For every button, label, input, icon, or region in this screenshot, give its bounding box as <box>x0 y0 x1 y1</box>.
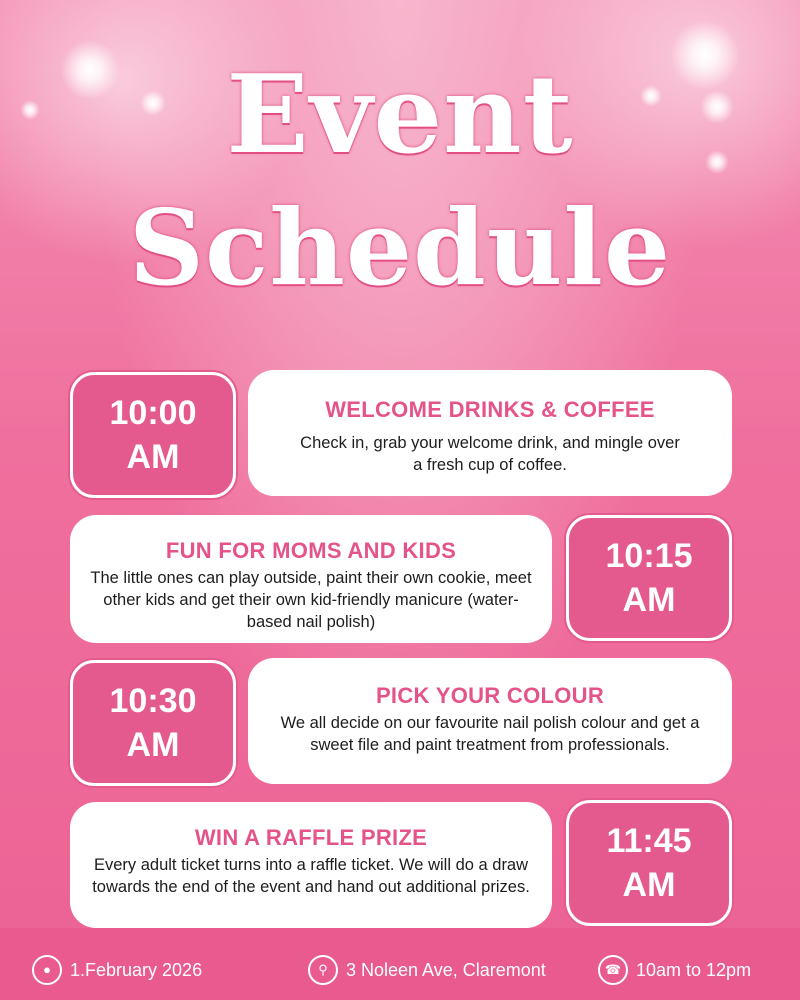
footer-hours-text: 10am to 12pm <box>636 960 752 980</box>
footer-location <box>308 955 546 985</box>
schedule-description: The little ones can play outside, paint their own cookie, meet other kids and get their own kid-friendly manicure (water-based nail polish) <box>90 569 532 631</box>
schedule-card <box>248 658 732 784</box>
location-pin-icon: ⚲ <box>308 955 338 985</box>
page-title-event: Event <box>226 52 574 178</box>
time-hour: 11:45 <box>606 822 692 860</box>
time-hour: 10:15 <box>605 537 693 575</box>
footer-date <box>32 955 202 985</box>
schedule-description: Check in, grab your welcome drink, and mingle over a fresh cup of coffee. <box>300 434 680 474</box>
time-hour: 10:00 <box>109 394 197 432</box>
time-period: AM <box>126 726 180 764</box>
time-badge <box>566 515 732 641</box>
web-icon: ● <box>32 955 62 985</box>
footer-location-text: 3 Noleen Ave, Claremont <box>346 960 546 980</box>
page-title-schedule: Schedule <box>128 186 672 309</box>
schedule-description: Every adult ticket turns into a raffle ticket. We will do a draw towards the end of the event and hand out additional prizes. <box>92 856 530 896</box>
phone-icon: ☎ <box>598 955 628 985</box>
footer-date-text: 1.February 2026 <box>70 960 203 980</box>
schedule-card <box>248 370 732 496</box>
time-badge <box>70 660 236 786</box>
schedule-description: We all decide on our favourite nail polish colour and get a sweet file and paint treatment from professionals. <box>280 714 700 754</box>
schedule-card <box>70 802 552 928</box>
schedule-title: FUN FOR MOMS AND KIDS <box>165 538 457 563</box>
schedule-card <box>70 515 552 643</box>
schedule-title: WIN A RAFFLE PRIZE <box>194 825 428 850</box>
schedule-title: PICK YOUR COLOUR <box>375 683 605 708</box>
time-badge <box>70 372 236 498</box>
time-period: AM <box>622 581 676 619</box>
schedule-title: WELCOME DRINKS & COFFEE <box>325 397 655 422</box>
time-period: AM <box>126 438 180 476</box>
time-badge <box>566 800 732 926</box>
time-period: AM <box>622 866 676 904</box>
footer-hours <box>598 955 751 985</box>
time-hour: 10:30 <box>109 682 197 720</box>
